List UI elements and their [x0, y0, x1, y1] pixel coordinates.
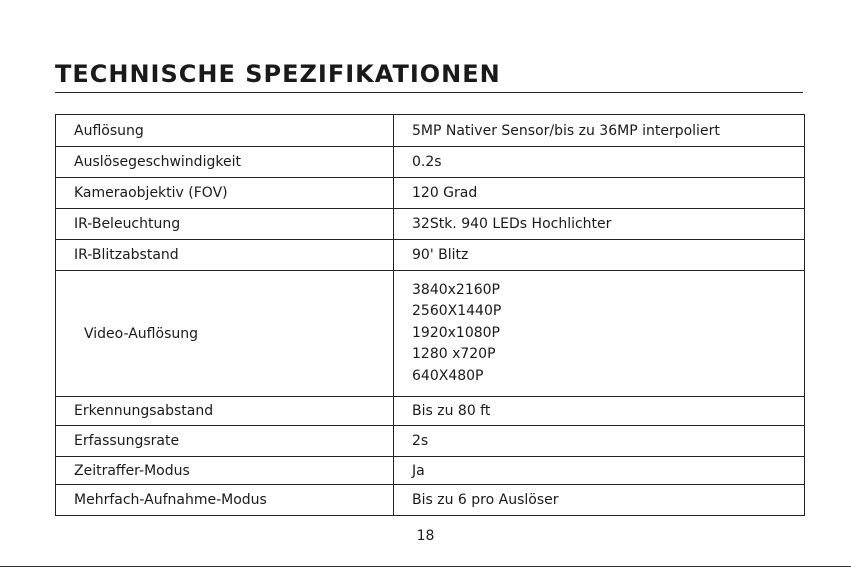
- video-resolution-item: 1280 x720P: [412, 346, 496, 363]
- video-resolution-item: 640X480P: [412, 367, 484, 384]
- table-row: [56, 485, 805, 516]
- footer-divider: [0, 566, 851, 567]
- spec-value: 32Stk. 940 LEDs Hochlichter: [394, 209, 805, 240]
- spec-value: 90' Blitz: [394, 240, 805, 271]
- spec-value: 0.2s: [394, 147, 805, 178]
- table-row: [56, 426, 805, 457]
- video-resolution-item: 3840x2160P: [412, 281, 500, 298]
- spec-value: 5MP Nativer Sensor/bis zu 36MP interpoliert: [394, 115, 805, 147]
- spec-label: Erfassungsrate: [56, 426, 394, 457]
- spec-label: IR-Beleuchtung: [56, 209, 394, 240]
- table-row: [56, 147, 805, 178]
- spec-value: 120 Grad: [394, 178, 805, 209]
- table-row: [56, 397, 805, 426]
- spec-value: Ja: [394, 457, 805, 485]
- spec-label: Zeitraffer-Modus: [56, 457, 394, 485]
- spec-label: Auflösung: [56, 115, 394, 147]
- spec-table: [55, 114, 805, 516]
- table-row: [56, 209, 805, 240]
- table-row: [56, 115, 805, 147]
- table-row: [56, 178, 805, 209]
- table-row: [56, 271, 805, 397]
- spec-label: Mehrfach-Aufnahme-Modus: [56, 485, 394, 516]
- spec-label: Kameraobjektiv (FOV): [56, 178, 394, 209]
- spec-label: Erkennungsabstand: [56, 397, 394, 426]
- video-resolution-item: 2560X1440P: [412, 303, 502, 320]
- page-title: TECHNISCHE SPEZIFIKATIONEN: [55, 60, 501, 88]
- spec-value: Bis zu 6 pro Auslöser: [394, 485, 805, 516]
- spec-label: Auslösegeschwindigkeit: [56, 147, 394, 178]
- table-row: [56, 457, 805, 485]
- table-row: [56, 240, 805, 271]
- spec-label: Video-Auflösung: [56, 271, 394, 397]
- video-resolution-item: 1920x1080P: [412, 324, 500, 341]
- spec-value-list: [394, 271, 805, 397]
- spec-value: Bis zu 80 ft: [394, 397, 805, 426]
- page-number: 18: [416, 528, 435, 544]
- spec-value: 2s: [394, 426, 805, 457]
- spec-label: IR-Blitzabstand: [56, 240, 394, 271]
- title-underline: [55, 92, 803, 93]
